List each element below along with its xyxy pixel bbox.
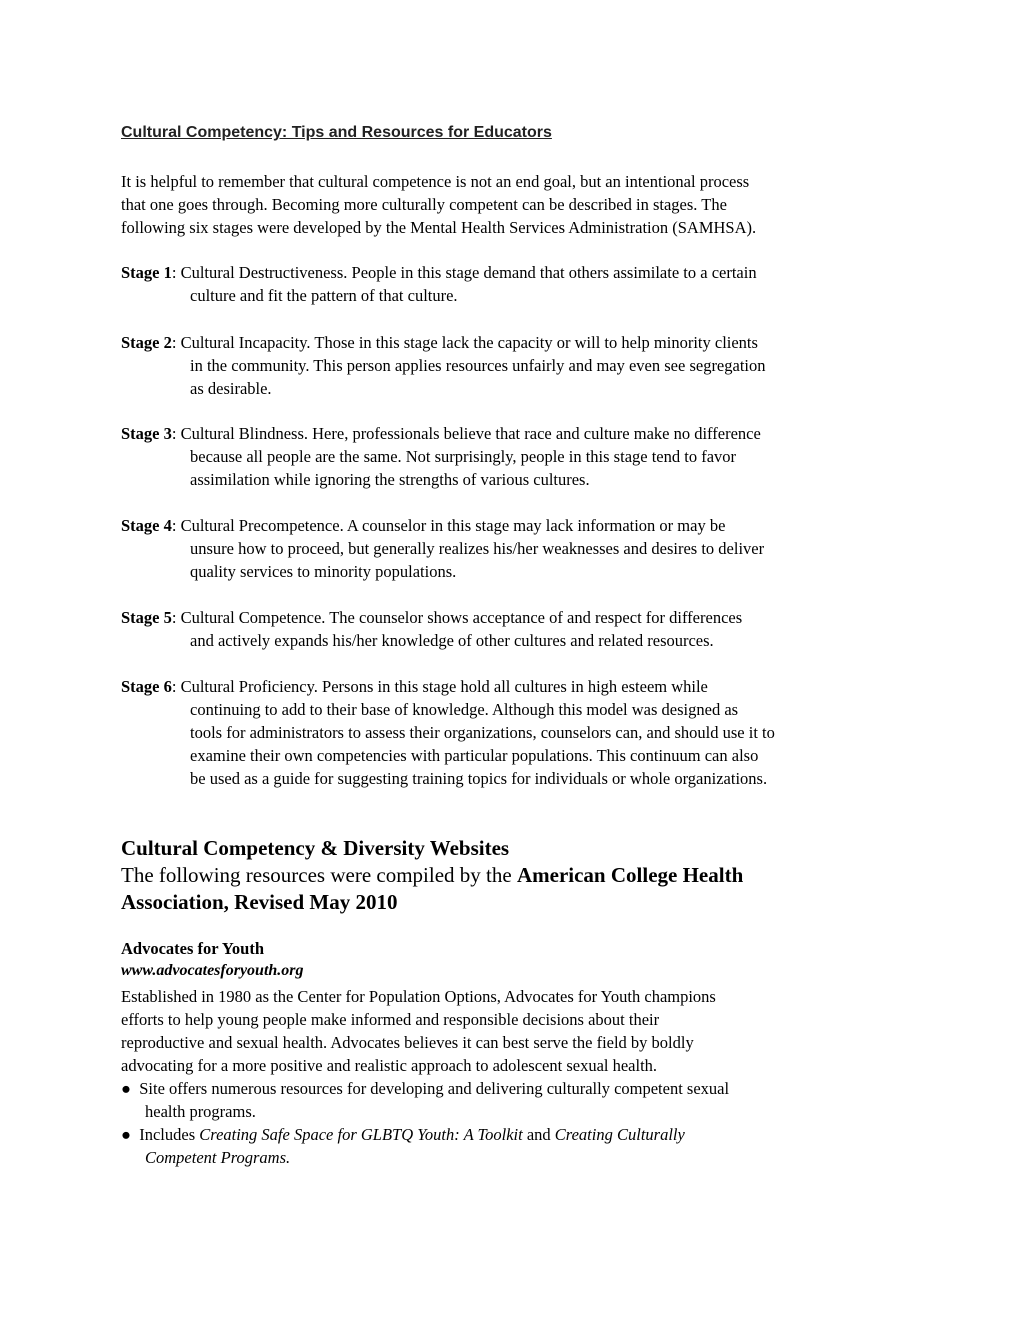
description-line: advocating for a more positive and realistic approach to adolescent sexual health. [121,1056,658,1075]
subheading-text: The following resources were compiled by the [121,863,517,887]
resource-name: Advocates for Youth [121,939,264,958]
stage-text: Cultural Incapacity. Those in this stage lack the capacity or will to help minority clients [180,333,758,352]
stage-text: as desirable. [190,379,272,398]
stage-text: unsure how to proceed, but generally realizes his/her weaknesses and desires to deliver [190,539,765,558]
bullet-item-2 [121,1123,881,1169]
stage-4: Stage 4: Cultural Precompetence. A counselor in this stage may lack information or may be unsure how to proceed, but generally realizes his/her weaknesses and desires to deliver quality services to minority populations. [121,514,921,583]
resource-url-link[interactable]: www.advocatesforyouth.org [121,962,304,979]
stage-text: Cultural Proficiency. Persons in this stage hold all cultures in high esteem while [180,677,708,696]
section-subheading-cont [121,889,398,916]
section-subheading [121,862,743,889]
stage-text: Cultural Blindness. Here, professionals believe that race and culture make no difference [180,424,761,443]
intro-line: It is helpful to remember that cultural competence is not an end goal, but an intentional process [121,172,750,191]
stage-text: be used as a guide for suggesting training topics for individuals or whole organizations. [190,769,768,788]
stage-label: Stage 6 [121,677,172,696]
stage-label: Stage 5 [121,608,172,627]
bullet-icon: ● [121,1125,131,1144]
stage-text: culture and fit the pattern of that culture. [190,286,458,305]
bullet-text: health programs. [145,1102,256,1121]
stage-5: Stage 5: Cultural Competence. The counselor shows acceptance of and respect for differences and actively expands his/her knowledge of other cultures and related resources. [121,606,921,652]
stage-label: Stage 1 [121,263,172,282]
stage-text: assimilation while ignoring the strengths of various cultures. [190,470,590,489]
stage-text: examine their own competencies with particular populations. This continuum can also [190,746,759,765]
bullet-item-1 [121,1077,881,1123]
stage-label: Stage 4 [121,516,172,535]
stage-label: Stage 2 [121,333,172,352]
subheading-org: American College Health [516,863,744,887]
stage-text: Cultural Destructiveness. People in this stage demand that others assimilate to a certain [180,263,757,282]
stage-label: Stage 3 [121,424,172,443]
stage-3: Stage 3: Cultural Blindness. Here, professionals believe that race and culture make no difference because all people are the same. Not surprisingly, people in this stage tend to favor assimilation while ignoring the strengths of various cultures. [121,422,921,491]
resource-description [121,985,911,1077]
intro-line: that one goes through. Becoming more culturally competent can be described in stages. The [121,195,727,214]
stage-text: Cultural Competence. The counselor shows acceptance of and respect for differences [180,608,743,627]
description-line: efforts to help young people make informed and responsible decisions about their [121,1010,660,1029]
section-heading: Cultural Competency & Diversity Websites [121,836,510,860]
stage-text: continuing to add to their base of knowledge. Although this model was designed as [190,700,739,719]
bullet-text: and [522,1125,555,1144]
bullet-text: Includes [139,1125,200,1144]
description-line: reproductive and sexual health. Advocates believes it can best serve the field by boldly [121,1033,694,1052]
intro-paragraph [121,170,911,239]
subheading-org-cont: Association, Revised May 2010 [121,890,398,914]
stage-6: Stage 6: Cultural Proficiency. Persons in this stage hold all cultures in high esteem while continuing to add to their base of knowledge. Although this model was designed as tools for administrators to assess their organizations, counselors can, and should use it to examine their own competencies with particular populations. This continuum can also be used as a guide for suggesting training topics for individuals or whole organizations. [121,675,921,790]
stage-text: because all people are the same. Not surprisingly, people in this stage tend to favor [190,447,737,466]
stage-text: in the community. This person applies resources unfairly and may even see segregation [190,356,766,375]
intro-line: following six stages were developed by the Mental Health Services Administration (SAMHSA). [121,218,757,237]
title-italic: Creating Safe Space for GLBTQ Youth: A Toolkit [199,1125,523,1144]
stage-text: quality services to minority populations. [190,562,457,581]
description-line: Established in 1980 as the Center for Population Options, Advocates for Youth champions [121,987,716,1006]
stage-2: Stage 2: Cultural Incapacity. Those in this stage lack the capacity or will to help minority clients in the community. This person applies resources unfairly and may even see segregation as desirable. [121,331,921,400]
title-italic: Competent Programs. [145,1148,291,1167]
title-italic: Creating Culturally [554,1125,685,1144]
bullet-text: Site offers numerous resources for developing and delivering culturally competent sexual [139,1079,730,1098]
document-title: Cultural Competency: Tips and Resources for Educators [121,124,552,141]
stage-text: and actively expands his/her knowledge of other cultures and related resources. [190,631,714,650]
stage-1: Stage 1: Cultural Destructiveness. People in this stage demand that others assimilate to a certain culture and fit the pattern of that culture. [121,261,921,307]
stage-text: Cultural Precompetence. A counselor in this stage may lack information or may be [180,516,726,535]
bullet-icon: ● [121,1079,131,1098]
stage-text: tools for administrators to assess their organizations, counselors can, and should use it to [190,723,775,742]
